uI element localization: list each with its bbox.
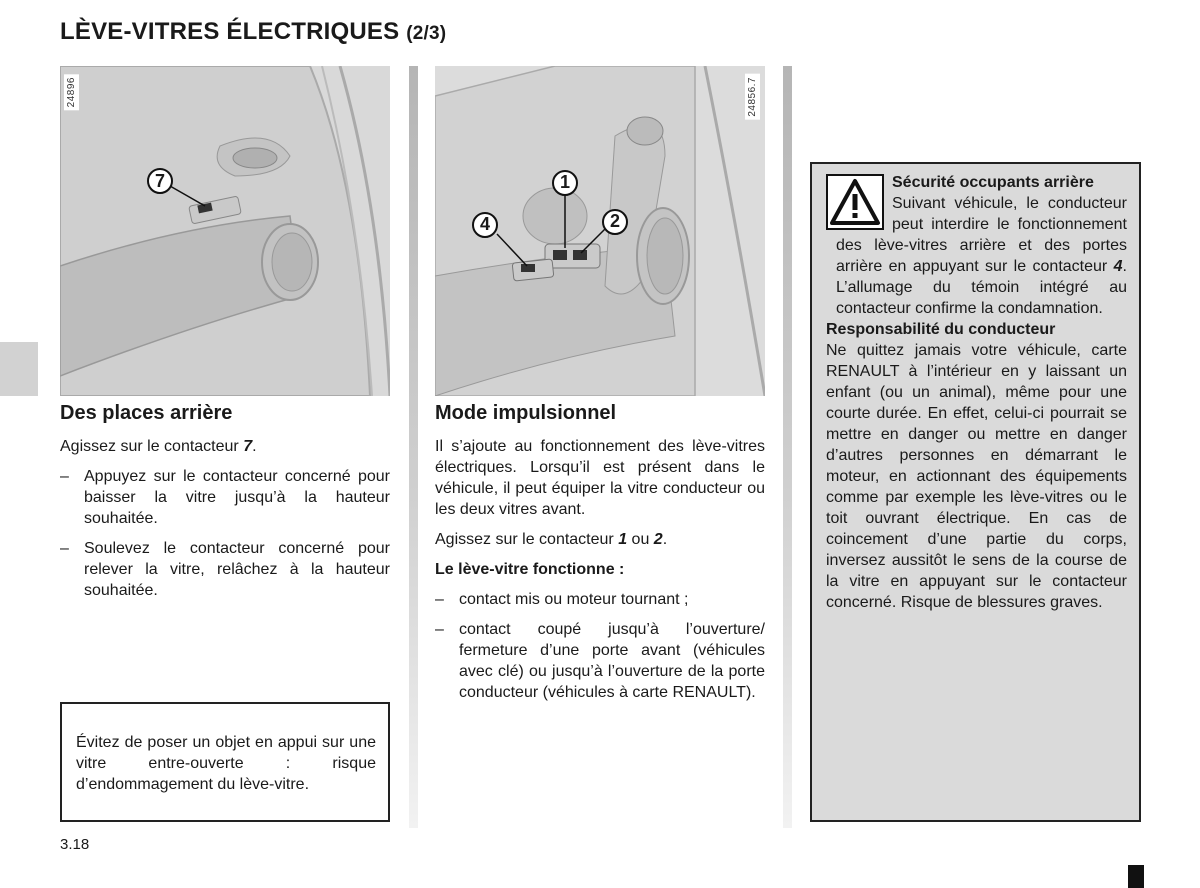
bullet-dash: – [60, 540, 69, 557]
left-section-body [60, 436, 390, 610]
page-edge-marker [1128, 865, 1144, 888]
left-bullet [60, 538, 390, 601]
middle-bullet [435, 619, 765, 703]
warning-title-2: Responsabilité du conducteur [826, 321, 1056, 338]
figure-left-ref: 24896 [64, 74, 79, 110]
column-separator-right [783, 66, 792, 828]
section-tab-marker [0, 342, 38, 396]
note-box [60, 702, 390, 822]
warning-text-2: Ne quittez jamais votre véhicule, carte RENAULT à l’intérieur en y laissant un enfant (ou un animal), même pour une courte durée. En effet, celui-ci pourrait se mettre en danger ou mettre en danger d’autres personnes en démarrant le moteur, en actionnant des équipements comme par exemple les lève-vitres ou le toit ouvrant électrique. En cas de coincement d’une partie du corps, inversez aussitôt le sens de la course de la vitre en appuyant sur le contacteur concerné. Risque de blessures graves. [826, 342, 1127, 611]
page-title [60, 18, 446, 46]
title-page-of: (2/3) [406, 23, 447, 44]
left-intro [60, 436, 390, 457]
page-number: 3.18 [60, 836, 90, 853]
callout-2-label: 2 [609, 211, 620, 231]
para2-or: ou [627, 531, 654, 548]
left-intro-end: . [252, 438, 257, 455]
column-separator-left [409, 66, 418, 828]
bullet-dash: – [435, 621, 444, 638]
bullet-text: contact mis ou moteur tournant ; [459, 591, 689, 608]
warning-triangle-icon [826, 174, 884, 230]
callout-7-label: 7 [154, 171, 165, 191]
middle-section-body [435, 436, 765, 712]
rear-door-drawing [60, 66, 390, 396]
callout-4-label: 4 [479, 214, 490, 234]
middle-para1: Il s’ajoute au fonctionnement des lève-vitres électriques. Lorsqu’il est présent dans le véhicule, il peut équiper la vitre conducteur ou les deux vitres avant. [435, 438, 765, 518]
note-text: Évitez de poser un objet en appui sur une vitre entre-ouverte : risque d’endommagement du lève-vitre. [76, 734, 376, 793]
para2-text: Agissez sur le contacteur [435, 531, 619, 548]
bullet-text: contact coupé jusqu’à l’ouverture/ fermeture d’une porte avant (véhicules avec clé) ou jusqu’à l’ouverture de la porte conducteur (véhicules à carte RENAULT). [459, 621, 765, 701]
left-intro-text: Agissez sur le contacteur [60, 438, 244, 455]
bullet-text: Appuyez sur le contacteur concerné pour baisser la vitre jusqu’à la hauteur souhaitée. [84, 468, 390, 527]
bullet-dash: – [435, 591, 444, 608]
figure-middle-ref: 24856.7 [745, 74, 760, 120]
title-text: LÈVE-VITRES ÉLECTRIQUES [60, 18, 400, 45]
middle-section-heading: Mode impulsionnel [435, 402, 617, 424]
warning-text-1-number: 4 [1113, 258, 1123, 275]
callout-1-label: 1 [559, 172, 570, 192]
middle-subheading: Le lève-vitre fonctionne : [435, 561, 625, 578]
left-intro-number: 7 [243, 438, 253, 455]
para2-number-2: 2 [653, 531, 663, 548]
middle-para2 [435, 529, 765, 550]
left-bullet [60, 466, 390, 529]
para2-end: . [662, 531, 668, 548]
bullet-text: Soulevez le contacteur concerné pour relever la vitre, relâchez à la hauteur souhaitée. [84, 540, 390, 599]
left-section-heading: Des places arrière [60, 402, 233, 424]
front-door-illustration [435, 66, 765, 396]
warning-text-1-start: Suivant véhicule, le conducteur peut interdire le fonctionnement des lève-vitres arrière et des portes arrière en appuyant sur le contacteur [836, 195, 1127, 275]
warning-title: Sécurité occupants arrière [892, 174, 1094, 191]
warning-box [810, 162, 1141, 822]
middle-bullet [435, 589, 765, 610]
bullet-dash: – [60, 468, 69, 485]
rear-door-illustration [60, 66, 390, 396]
para2-number-1: 1 [618, 531, 628, 548]
warning-text-1-end: . L’allumage du témoin intégré au contacteur confirme la condamnation. [836, 258, 1127, 317]
